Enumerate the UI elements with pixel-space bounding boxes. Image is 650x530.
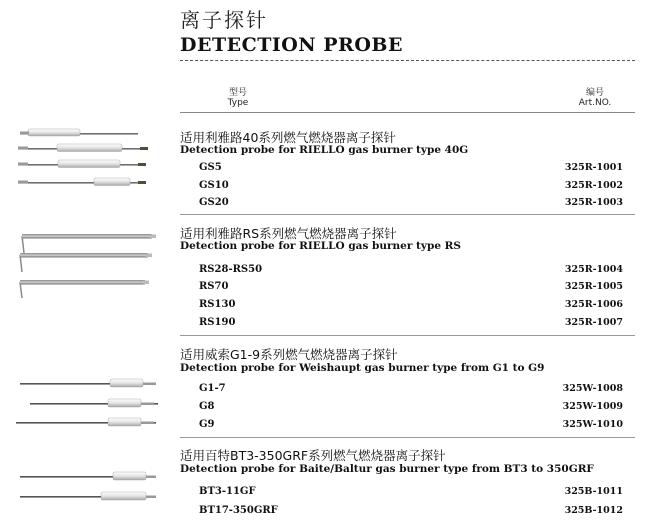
section-1-title-en: Detection probe for RIELLO gas burner type 40G bbox=[180, 144, 469, 156]
section-4-title-cn: 适用百特BT3-350GRF系列燃气燃烧器离子探针 bbox=[180, 448, 446, 463]
section-4-title-en: Detection probe for Baite/Baltur gas burner type from BT3 to 350GRF bbox=[180, 463, 594, 475]
section-divider bbox=[180, 335, 635, 336]
table-row-art: 325R-1007 bbox=[564, 317, 623, 328]
table-row-model: GS10 bbox=[199, 180, 229, 191]
table-row-art: 325W-1010 bbox=[562, 419, 623, 430]
probe-gs10-image bbox=[18, 144, 148, 152]
table-row-art: 325W-1009 bbox=[562, 401, 623, 412]
probe-gs20-image bbox=[18, 160, 146, 168]
section-2-title-cn: 适用利雅路RS系列燃气燃烧器离子探针 bbox=[180, 226, 397, 241]
probe-illustrations bbox=[0, 0, 180, 530]
column-header-type-en: Type bbox=[227, 98, 249, 108]
table-row-model: GS20 bbox=[199, 197, 229, 208]
table-row-art: 325B-1011 bbox=[564, 486, 623, 497]
column-header-art-en: Art.NO. bbox=[578, 98, 612, 108]
probe-rs70-image bbox=[20, 253, 152, 272]
table-row-model: G8 bbox=[199, 401, 215, 412]
column-header-type bbox=[218, 88, 258, 108]
title-divider bbox=[180, 60, 635, 61]
probe-g1-7-image bbox=[20, 379, 156, 387]
table-row-art: 325R-1002 bbox=[564, 180, 623, 191]
column-header-art-cn: 编号 bbox=[585, 88, 604, 98]
table-row-model: BT17-350GRF bbox=[199, 505, 278, 516]
table-row-art: 325R-1003 bbox=[564, 197, 623, 208]
table-row-art: 325R-1004 bbox=[564, 264, 623, 275]
table-row-model: RS190 bbox=[199, 317, 236, 328]
section-divider bbox=[180, 214, 635, 215]
table-row-model: GS5 bbox=[199, 162, 222, 173]
section-3-title-cn: 适用威索G1-9系列燃气燃烧器离子探针 bbox=[180, 347, 398, 362]
column-header-type-cn: 型号 bbox=[228, 88, 247, 98]
probe-g9-image bbox=[16, 418, 156, 426]
section-1-title-cn: 适用利雅路40系列燃气燃烧器离子探针 bbox=[180, 130, 396, 145]
probe-gs5-image bbox=[20, 129, 138, 136]
table-row-model: RS28-RS50 bbox=[199, 264, 263, 275]
section-3-title-en: Detection probe for Weishaupt gas burner type from G1 to G9 bbox=[180, 362, 545, 374]
header-divider bbox=[180, 112, 635, 113]
table-row-model: G1-7 bbox=[199, 383, 226, 394]
table-row-model: G9 bbox=[199, 419, 215, 430]
probe-rs130-image bbox=[20, 280, 149, 298]
table-row-art: 325R-1001 bbox=[564, 162, 623, 173]
page-title-en: DETECTION PROBE bbox=[180, 34, 403, 56]
table-row-art: 325R-1005 bbox=[564, 281, 623, 292]
probe-bt17-350grf-image bbox=[20, 492, 156, 500]
table-row-art: 325B-1012 bbox=[564, 505, 623, 516]
page-title-cn: 离子探针 bbox=[180, 8, 268, 32]
table-row-model: BT3-11GF bbox=[199, 486, 256, 497]
probe-rs28-rs50-image bbox=[22, 234, 156, 253]
table-row-model: RS70 bbox=[199, 281, 229, 292]
probe-bt3-11gf-image bbox=[20, 472, 156, 480]
column-header-art bbox=[570, 88, 620, 108]
table-row-model: RS130 bbox=[199, 299, 236, 310]
table-row-art: 325W-1008 bbox=[562, 383, 623, 394]
section-2-title-en: Detection probe for RIELLO gas burner type RS bbox=[180, 240, 461, 252]
section-divider bbox=[180, 437, 635, 438]
probe-gs-long-image bbox=[18, 178, 146, 186]
probe-g8-image bbox=[30, 399, 158, 407]
table-row-art: 325R-1006 bbox=[564, 299, 623, 310]
